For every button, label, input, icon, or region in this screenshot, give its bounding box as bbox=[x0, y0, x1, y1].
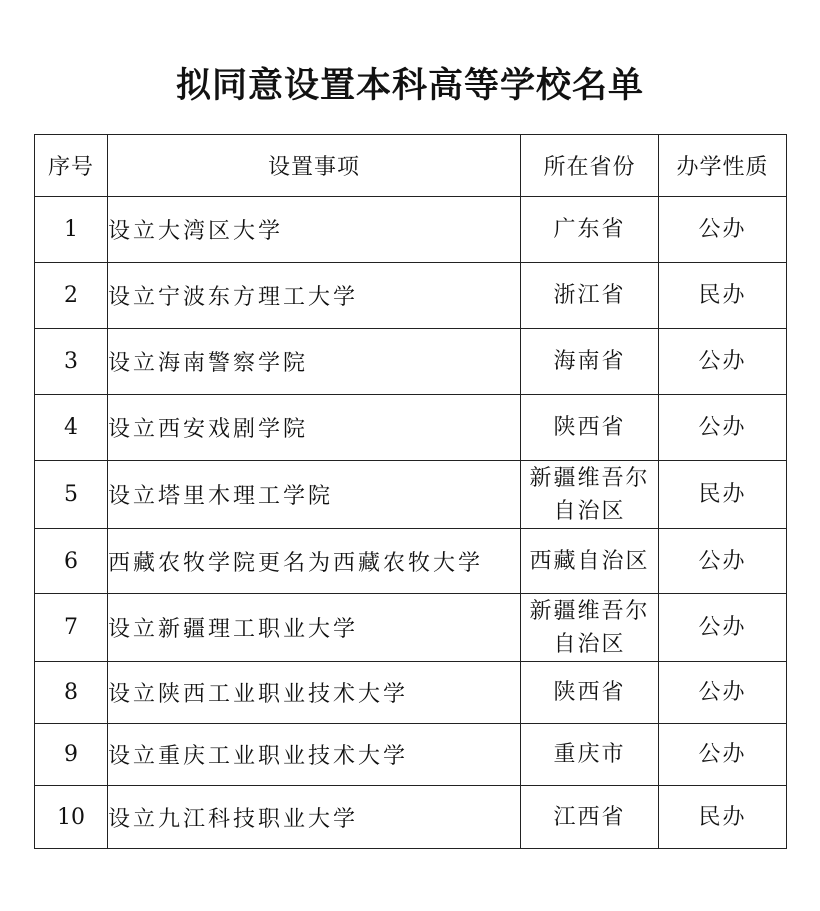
row-item: 设立重庆工业职业技术大学 bbox=[108, 724, 521, 786]
row-nature: 民办 bbox=[659, 786, 787, 849]
province-line: 陕西省 bbox=[553, 415, 626, 440]
table-body bbox=[35, 197, 787, 849]
row-province bbox=[521, 594, 659, 662]
row-seq: 5 bbox=[35, 461, 108, 529]
row-seq: 6 bbox=[35, 529, 108, 594]
row-seq: 2 bbox=[35, 263, 108, 329]
row-seq: 10 bbox=[35, 786, 108, 849]
row-province bbox=[521, 461, 659, 529]
row-item: 设立大湾区大学 bbox=[108, 197, 521, 263]
table-header-row bbox=[35, 135, 787, 197]
province-line: 广东省 bbox=[553, 217, 626, 242]
row-item: 设立新疆理工职业大学 bbox=[108, 594, 521, 662]
row-nature: 公办 bbox=[659, 395, 787, 461]
table-row bbox=[35, 263, 787, 329]
province-line: 自治区 bbox=[553, 498, 626, 524]
header-nature: 办学性质 bbox=[659, 135, 787, 197]
row-nature: 公办 bbox=[659, 662, 787, 724]
table-row bbox=[35, 724, 787, 786]
table-row bbox=[35, 786, 787, 849]
university-list-table bbox=[34, 134, 787, 849]
province-line: 新疆维吾尔 bbox=[529, 465, 650, 491]
row-item: 设立塔里木理工学院 bbox=[108, 461, 521, 529]
row-item: 设立西安戏剧学院 bbox=[108, 395, 521, 461]
province-line: 浙江省 bbox=[553, 283, 626, 308]
table-row bbox=[35, 594, 787, 662]
row-seq: 3 bbox=[35, 329, 108, 395]
province-line: 自治区 bbox=[553, 631, 626, 657]
province-line: 江西省 bbox=[553, 804, 626, 830]
row-nature: 公办 bbox=[659, 529, 787, 594]
row-province bbox=[521, 395, 659, 461]
row-province bbox=[521, 786, 659, 849]
province-line: 海南省 bbox=[553, 349, 626, 374]
table-row bbox=[35, 395, 787, 461]
row-item: 设立海南警察学院 bbox=[108, 329, 521, 395]
table-row bbox=[35, 529, 787, 594]
row-province bbox=[521, 263, 659, 329]
header-item: 设置事项 bbox=[108, 135, 521, 197]
row-nature: 民办 bbox=[659, 461, 787, 529]
table-row bbox=[35, 461, 787, 529]
row-item: 西藏农牧学院更名为西藏农牧大学 bbox=[108, 529, 521, 594]
page-title: 拟同意设置本科高等学校名单 bbox=[175, 66, 644, 106]
row-item: 设立陕西工业职业技术大学 bbox=[108, 662, 521, 724]
row-province bbox=[521, 197, 659, 263]
row-item: 设立九江科技职业大学 bbox=[108, 786, 521, 849]
table-row bbox=[35, 662, 787, 724]
province-line: 西藏自治区 bbox=[529, 548, 650, 574]
table-row bbox=[35, 197, 787, 263]
row-seq: 1 bbox=[35, 197, 108, 263]
row-seq: 7 bbox=[35, 594, 108, 662]
row-province bbox=[521, 662, 659, 724]
row-nature: 民办 bbox=[659, 263, 787, 329]
province-line: 陕西省 bbox=[553, 680, 626, 705]
row-province bbox=[521, 724, 659, 786]
row-seq: 4 bbox=[35, 395, 108, 461]
row-seq: 8 bbox=[35, 662, 108, 724]
row-nature: 公办 bbox=[659, 724, 787, 786]
row-province bbox=[521, 529, 659, 594]
row-nature: 公办 bbox=[659, 197, 787, 263]
row-seq: 9 bbox=[35, 724, 108, 786]
province-line: 新疆维吾尔 bbox=[529, 598, 650, 624]
province-line: 重庆市 bbox=[553, 742, 626, 767]
row-province bbox=[521, 329, 659, 395]
row-nature: 公办 bbox=[659, 594, 787, 662]
table-row bbox=[35, 329, 787, 395]
row-nature: 公办 bbox=[659, 329, 787, 395]
row-item: 设立宁波东方理工大学 bbox=[108, 263, 521, 329]
header-province: 所在省份 bbox=[521, 135, 659, 197]
header-seq: 序号 bbox=[35, 135, 108, 197]
